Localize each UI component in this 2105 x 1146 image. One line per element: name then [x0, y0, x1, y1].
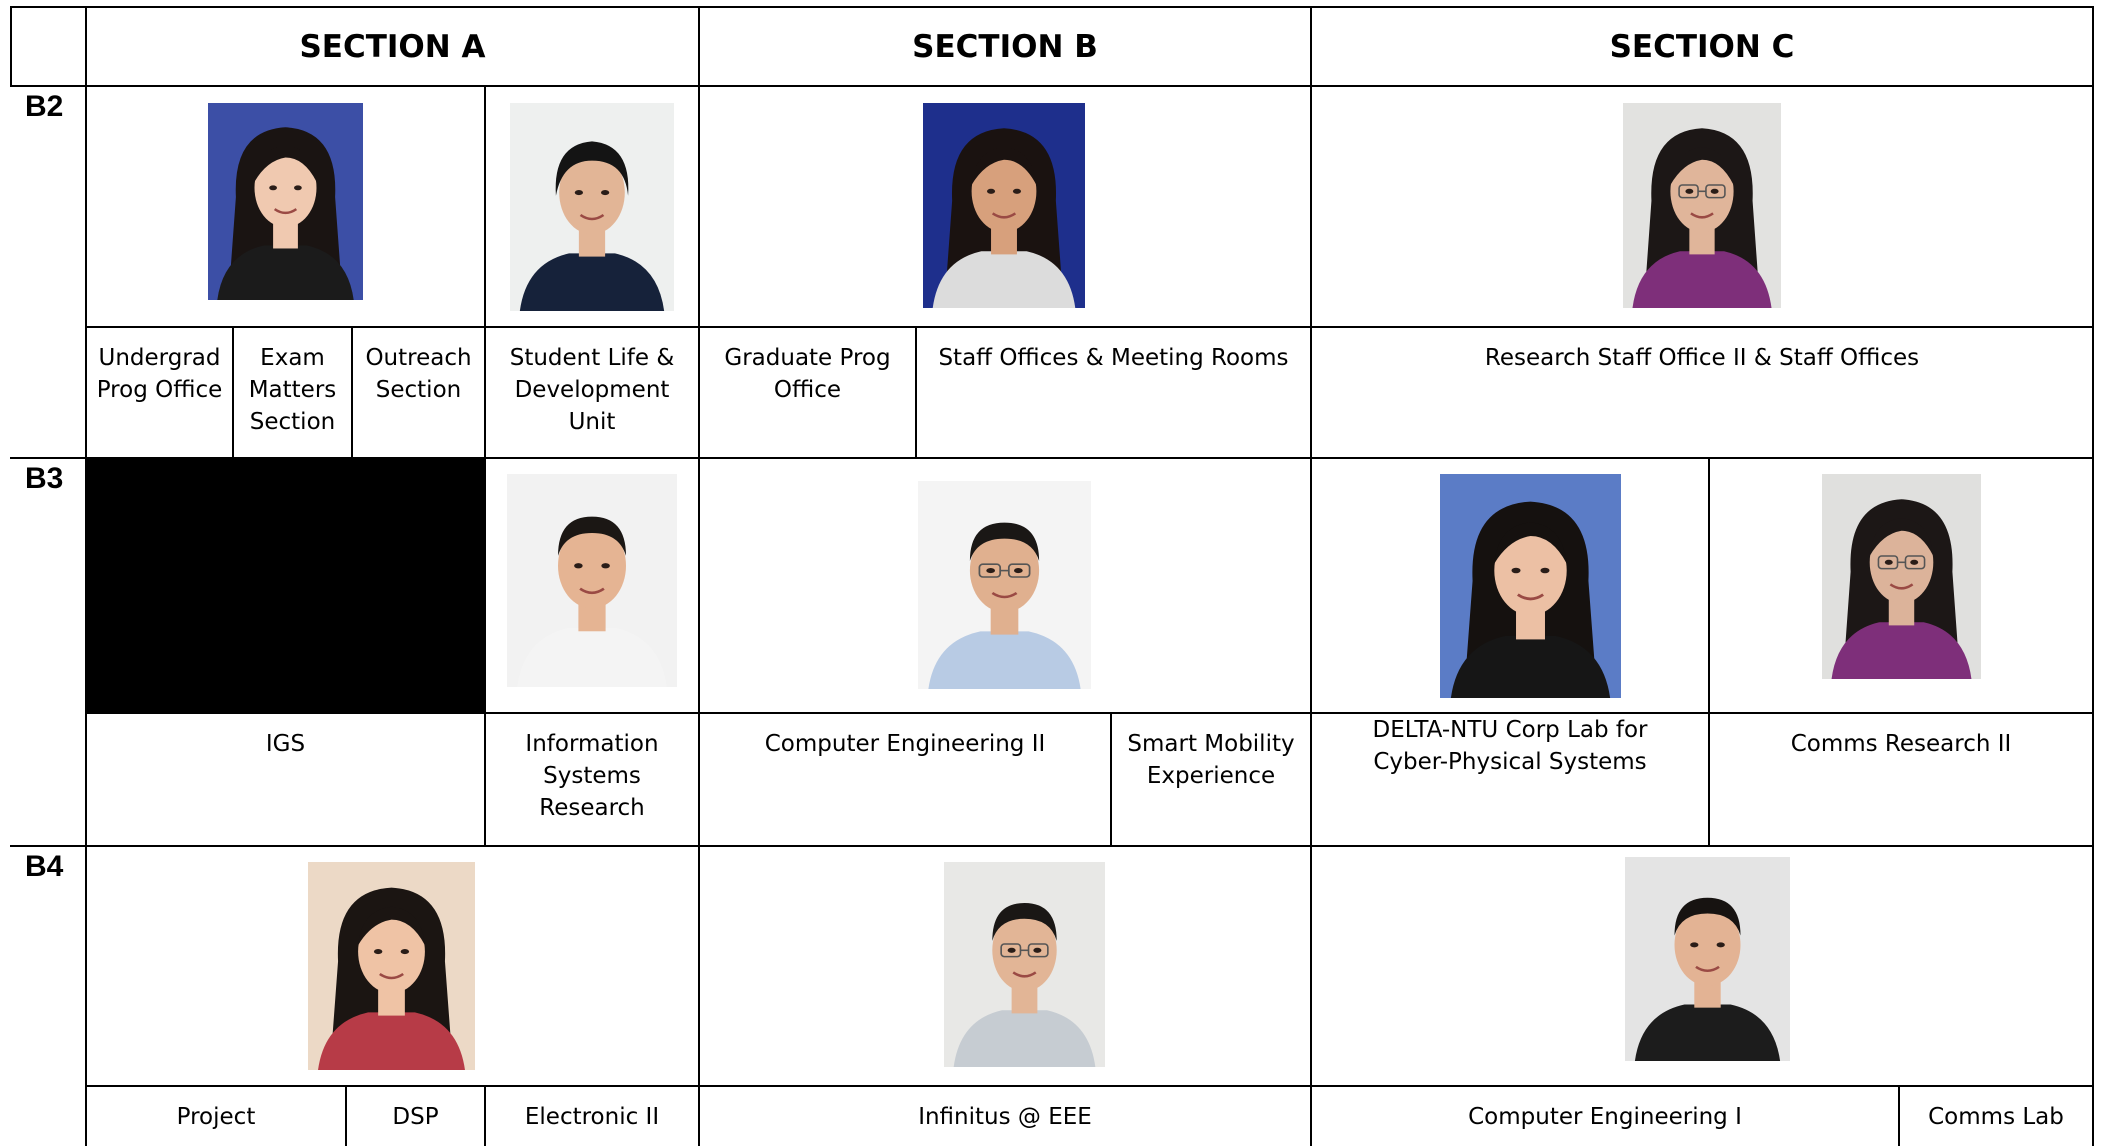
staff-photo — [1822, 474, 1981, 679]
room-label: Exam Matters Section — [248, 345, 337, 435]
portrait-man-glasses-icon — [918, 481, 1091, 689]
staff-photo — [507, 474, 677, 687]
room-label: Staff Offices & Meeting Rooms — [938, 345, 1289, 371]
room-label: Project — [176, 1103, 256, 1130]
room-label: Smart Mobility Experience — [1127, 731, 1295, 789]
section-c-header: SECTION C — [1609, 28, 1795, 65]
room-label: Research Staff Office II & Staff Offices — [1484, 345, 1920, 371]
staff-photo — [308, 862, 475, 1070]
room-label: Undergrad Prog Office — [96, 345, 223, 403]
room-label: Comms Lab — [1928, 1103, 2064, 1130]
level-label-b2: B2 — [25, 90, 64, 123]
portrait-woman-short-hair-icon — [510, 103, 674, 311]
grid-line — [1310, 6, 1312, 1146]
portrait-woman-long-hair-icon — [1440, 474, 1621, 698]
portrait-woman-long-hair-icon — [308, 862, 475, 1070]
grid-line — [10, 845, 2094, 847]
room-label: Graduate Prog Office — [724, 345, 891, 403]
section-a-header: SECTION A — [299, 28, 486, 65]
room-label: Comms Research II — [1790, 731, 2012, 757]
staff-photo — [944, 862, 1105, 1067]
room-label: Information Systems Research — [525, 731, 659, 821]
portrait-woman-glasses-icon — [1822, 474, 1981, 679]
room-label: Computer Engineering I — [1468, 1103, 1742, 1130]
room-label: DSP — [392, 1103, 439, 1130]
portrait-man-icon — [507, 474, 677, 687]
grid-line — [10, 6, 12, 86]
grid-line — [698, 6, 700, 1146]
level-label-b3: B3 — [25, 462, 64, 495]
room-label: Outreach Section — [365, 345, 472, 403]
room-label: IGS — [265, 731, 306, 757]
portrait-woman-long-hair-icon — [208, 103, 363, 300]
room-label: Electronic II — [524, 1103, 660, 1130]
portrait-man-glasses-icon — [944, 862, 1105, 1067]
room-label: Computer Engineering II — [764, 731, 1046, 757]
staff-photo — [1440, 474, 1621, 698]
grid-line — [2092, 6, 2094, 1146]
section-b-header: SECTION B — [912, 28, 1098, 65]
staff-photo — [510, 103, 674, 311]
staff-photo — [918, 481, 1091, 689]
grid-line — [10, 85, 2094, 87]
room-label: DELTA-NTU Corp Lab for Cyber-Physical Systems — [1372, 717, 1648, 775]
redacted-photo-block — [87, 459, 484, 712]
room-label: Infinitus @ EEE — [918, 1103, 1092, 1130]
staff-photo — [1625, 857, 1790, 1061]
level-label-b4: B4 — [25, 850, 64, 883]
staff-photo — [923, 103, 1085, 308]
room-label: Student Life & Development Unit — [509, 345, 675, 435]
portrait-woman-glasses-icon — [1623, 103, 1781, 308]
staff-photo — [208, 103, 363, 300]
portrait-woman-long-hair-icon — [923, 103, 1085, 308]
staff-photo — [1623, 103, 1781, 308]
portrait-man-icon — [1625, 857, 1790, 1061]
